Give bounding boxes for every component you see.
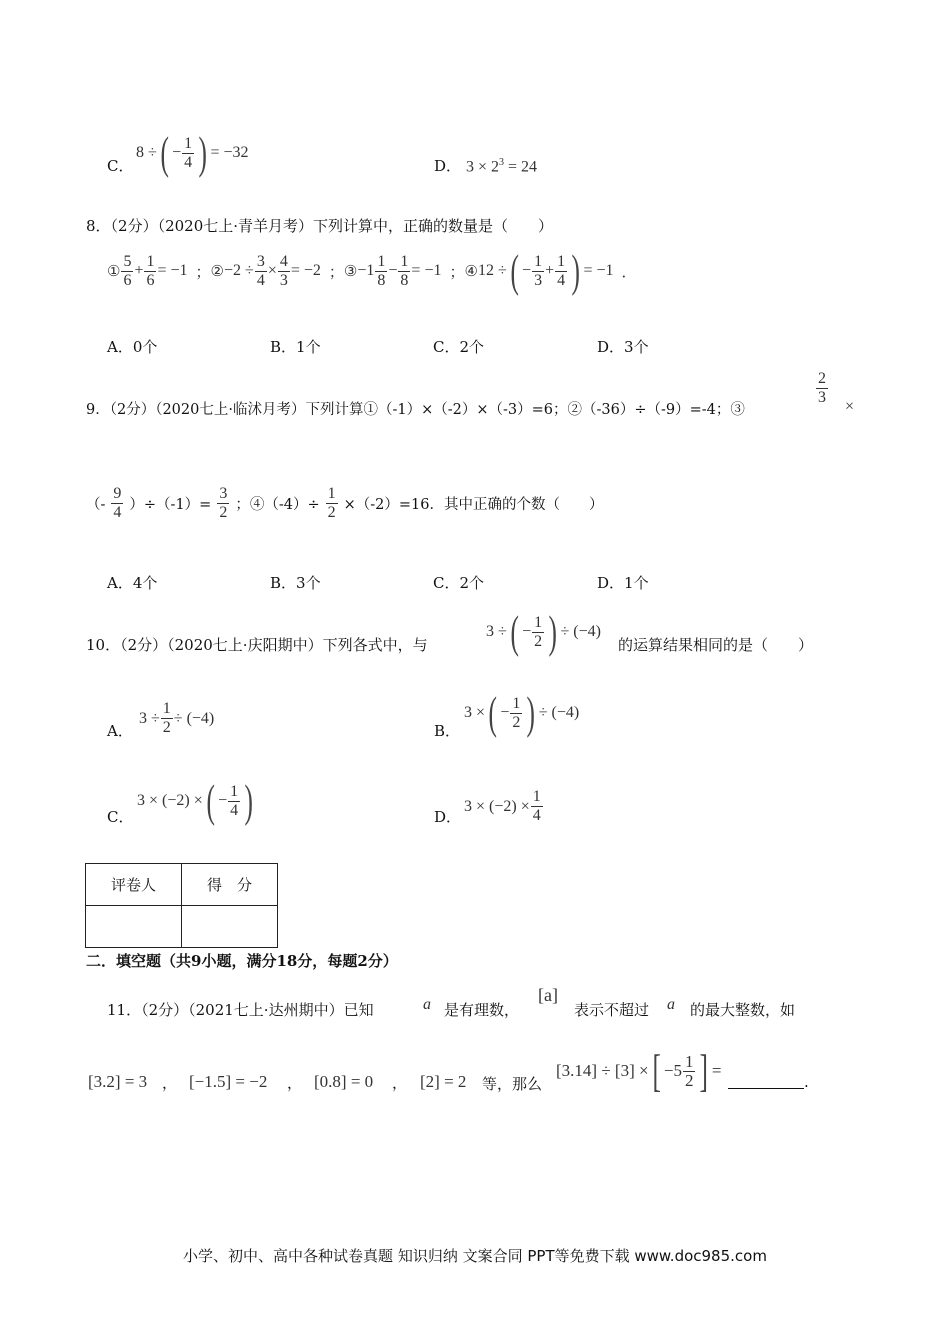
q8-stem: 8．（2分）（2020七上·青羊月考）下列计算中，正确的数量是（ ） — [86, 217, 554, 235]
q10-stem-b: 的运算结果相同的是（ ） — [618, 636, 814, 654]
q11-example-2: [−1.5] = −2 — [189, 1072, 268, 1091]
q10-stem-math: 3 ÷ ( − $\frac{1}{2}$ ) ÷ (−4) — [486, 606, 601, 657]
q11-stem-part4: 的最大整数，如 — [690, 1001, 796, 1019]
q7-option-c-label: C． — [107, 157, 134, 175]
q10-stem-a: 10．（2分）（2020七上·庆阳期中）下列各式中，与 — [86, 636, 428, 654]
q9-option-d[interactable]: D．1个 — [597, 574, 649, 592]
q8-option-a[interactable]: A．0个 — [107, 338, 158, 356]
score-table-header-grader: 评卷人 — [86, 864, 182, 906]
q11-comma: ， — [287, 1074, 303, 1092]
q11-comma: ， — [392, 1074, 408, 1092]
q11-answer-blank[interactable] — [728, 1070, 804, 1089]
q11-stem-part3: 表示不超过 — [574, 1001, 650, 1019]
q11-stem-part2: 是有理数， — [444, 1001, 520, 1019]
q9-fraction-1: $\frac{2}{3}$ — [818, 370, 826, 406]
q11-stem-part5: 等，那么 — [482, 1075, 543, 1093]
math-text: 8 ÷ — [136, 144, 157, 161]
q11-example-1: [3.2] = 3 — [88, 1072, 148, 1091]
page-footer: 小学、初中、高中各种试卷真题 知识归纳 文案合同 PPT等免费下载 www.doc985.com — [183, 1247, 767, 1265]
q10-option-b-label[interactable]: B． — [434, 722, 461, 740]
q9-option-c[interactable]: C．2个 — [433, 574, 485, 592]
q11-example-3: [0.8] = 0 — [314, 1072, 374, 1091]
q11-expression: [3.14] ÷ [3] × [ −5 $\frac{1}{2}$ ] = — [556, 1045, 722, 1096]
q9-times: × — [845, 398, 855, 415]
q10-option-d-label[interactable]: D． — [434, 808, 462, 826]
q10-option-c-math: 3 × (−2) × ( − $\frac{1}{4}$ ) — [137, 775, 253, 826]
grader-cell — [86, 906, 182, 948]
q11-bracket-a: [a] — [538, 985, 558, 1005]
right-paren: ) — [198, 127, 208, 178]
math-text: = −32 — [210, 144, 249, 161]
q8-items: ① $\frac{5}{6}$ + $\frac{1}{6}$ = −1 ； ② −2 ÷ $\frac{3}{4}$ × $\frac{4}{3}$ = −2 ； ③ −1 $\frac{1}{8}$ − $\frac{1}{8}$ = −1 ； ④ 12 ÷ ( − $\frac{1}{3}$ + $\frac{1}{4}$ ) = −1 ． — [107, 245, 637, 296]
q11-stem-part1: 11．（2分）（2021七上·达州期中）已知 — [107, 1001, 374, 1019]
q10-option-c-label[interactable]: C． — [107, 808, 134, 826]
q8-option-d[interactable]: D．3个 — [597, 338, 649, 356]
fraction: $\frac{1}{4}$ — [184, 134, 193, 171]
q7-option-d-label: D． — [434, 157, 462, 175]
score-table — [85, 863, 278, 948]
q11-var-a-2: a — [667, 996, 675, 1013]
q9-stem-line2: （- $\frac{9}{4}$ ）÷（-1）= $\frac{3}{2}$ ；④（-4）÷ $\frac{1}{2}$ ×（-2）=16．其中正确的个数（ ） — [86, 485, 604, 521]
q8-option-c[interactable]: C．2个 — [433, 338, 485, 356]
score-table-header-score: 得 分 — [182, 864, 278, 906]
q11-comma: ， — [162, 1074, 178, 1092]
left-paren: ( — [160, 127, 169, 178]
q11-example-4: [2] = 2 — [420, 1072, 467, 1091]
q10-option-a-math: 3 ÷ $\frac{1}{2}$ ÷ (−4) — [139, 700, 215, 736]
q11-end-period: . — [804, 1073, 809, 1091]
q8-option-b[interactable]: B．1个 — [270, 338, 321, 356]
section-title: 二．填空题（共9小题，满分18分，每题2分） — [86, 952, 398, 970]
q10-option-d-math: 3 × (−2) × $\frac{1}{4}$ — [464, 788, 541, 824]
score-cell — [182, 906, 278, 948]
q7-option-d-math: $3 \times 2^3 = 24$ — [466, 157, 538, 176]
q7-option-c-math — [136, 127, 249, 178]
minus-sign: − — [172, 144, 182, 161]
q11-var-a: a — [423, 996, 431, 1013]
q9-option-a[interactable]: A．4个 — [107, 574, 158, 592]
q9-option-b[interactable]: B．3个 — [270, 574, 321, 592]
q10-option-b-math: 3 × ( − $\frac{1}{2}$ ) ÷ (−4) — [464, 687, 580, 738]
q9-stem-line1: 9．（2分）（2020七上·临沭月考）下列计算①（-1）×（-2）×（-3）=6；②（-36）÷（-9）=-4；③ — [86, 402, 745, 418]
q10-option-a-label[interactable]: A． — [107, 722, 133, 740]
